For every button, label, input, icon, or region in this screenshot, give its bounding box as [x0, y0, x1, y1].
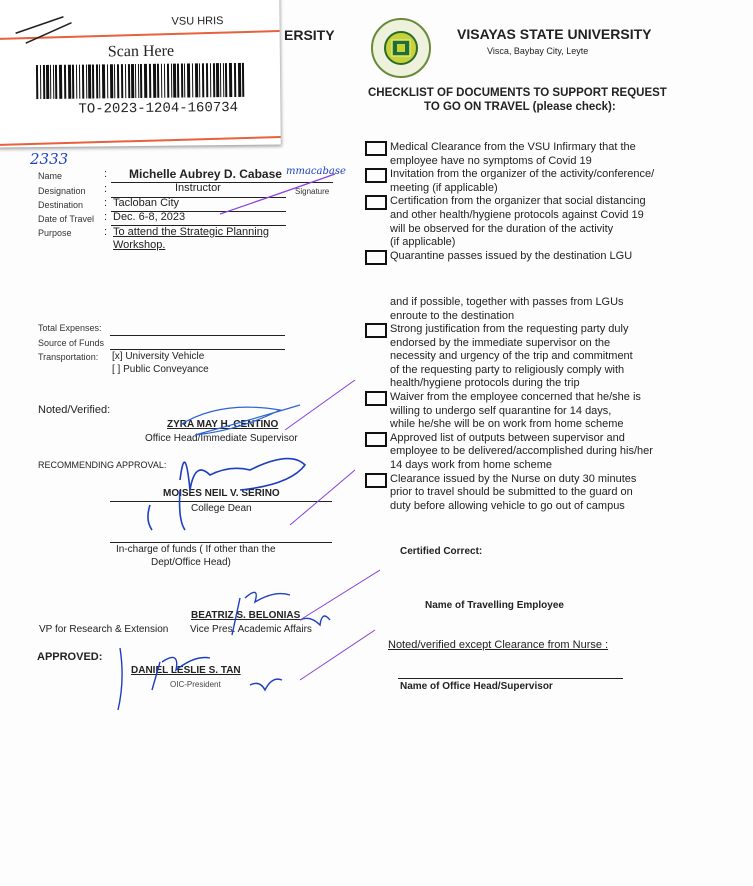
scan-label: Scan Here [107, 42, 175, 61]
supervisor-name: ZYRA MAY H. CENTINO [167, 419, 279, 430]
checklist-item-text: duty before allowing vehicle to go out of campus [390, 499, 625, 512]
barcode-bar [107, 64, 108, 98]
barcode-bar [234, 63, 236, 97]
barcode-bar [79, 65, 80, 99]
checklist-item-text: employee have no symptoms of Covid 19 [390, 154, 592, 167]
purpose-value-line1: To attend the Strategic Planning [113, 226, 269, 238]
vsu-seal-logo [369, 17, 433, 79]
barcode-bar [131, 64, 134, 98]
checklist-item-text: willing to undergo self quarantine for 14 days, [390, 404, 612, 417]
hris-barcode-sticker [0, 0, 281, 147]
employee-signature: mmacabase [286, 166, 346, 177]
colon: : [104, 183, 108, 195]
barcode-bar [199, 63, 200, 97]
checklist-item-text: Certification from the organizer that social distancing [390, 195, 646, 208]
source-of-funds-label: Source of Funds [38, 338, 105, 348]
barcode-bar [43, 65, 45, 99]
checkbox[interactable] [365, 323, 387, 338]
checklist-item-text: meeting (if applicable) [390, 181, 498, 194]
colon: : [104, 197, 108, 209]
barcode-bar [173, 64, 176, 98]
checkbox[interactable] [365, 391, 387, 406]
checklist-item-text: Waiver from the employee concerned that he/she is [390, 391, 641, 403]
supervisor-title: Office Head/Immediate Supervisor [145, 433, 298, 444]
checklist-item-text: necessity and urgency of the trip and commitment [390, 350, 633, 363]
barcode-bar [82, 65, 84, 99]
approved-label: APPROVED: [37, 651, 103, 663]
barcode-bar [213, 63, 215, 97]
barcode-bar [55, 65, 57, 99]
checklist-item [365, 250, 632, 264]
designation-label: Designation [38, 186, 86, 196]
checklist-item [365, 391, 641, 432]
tracking-code: TO-2023-1204-160734 [78, 99, 239, 118]
barcode-bar [92, 64, 94, 98]
barcode[interactable] [36, 63, 248, 99]
date-label: Date of Travel [38, 214, 95, 224]
barcode-bar [114, 64, 115, 98]
barcode-bar [36, 65, 38, 99]
barcode-bar [192, 63, 193, 97]
barcode-bar [164, 64, 165, 98]
barcode-bar [64, 65, 66, 99]
checklist-item-text: while he/she will be on work from home scheme [390, 418, 624, 431]
barcode-bar [128, 64, 130, 98]
transport-public-conveyance[interactable]: [ ] Public Conveyance [112, 364, 209, 375]
barcode-bar [149, 64, 151, 98]
checklist-title: CHECKLIST OF DOCUMENTS TO SUPPORT REQUEST [368, 87, 667, 99]
president-title: OIC-President [170, 680, 221, 689]
funds-incharge-line2: Dept/Office Head) [151, 557, 231, 568]
orange-line [0, 30, 280, 40]
dean-name: MOISES NEIL V. SERINO [163, 488, 280, 499]
travelling-employee-label: Name of Travelling Employee [425, 600, 564, 611]
checklist-item-text: Invitation from the organizer of the activity/conference/ [390, 168, 655, 181]
office-head-label: Name of Office Head/Supervisor [400, 681, 553, 692]
barcode-bar [72, 65, 74, 99]
dean-title: College Dean [191, 503, 252, 514]
barcode-bar [117, 64, 119, 98]
barcode-bar [238, 63, 241, 97]
pen-strokes-icon [13, 15, 73, 46]
orange-line [0, 136, 281, 146]
checklist-item-text: Approved list of outputs between supervisor and [390, 431, 625, 444]
checklist-item-text: Medical Clearance from the VSU Infirmary that the [390, 141, 636, 153]
barcode-bar [121, 64, 123, 98]
colon: : [104, 226, 108, 238]
barcode-bar [202, 63, 204, 97]
vpaa-title: Vice Pres. Academic Affairs [190, 624, 312, 635]
checklist-item-text: Strong justification from the requesting party duly [390, 323, 629, 335]
employee-name: Michelle Aubrey D. Cabase [129, 167, 282, 181]
destination-label: Destination [38, 200, 84, 210]
checklist-item [365, 168, 654, 195]
checklist-item [365, 432, 653, 473]
certified-correct-label: Certified Correct: [400, 546, 483, 557]
vp-research-label: VP for Research & Extension [39, 624, 169, 635]
barcode-bar [110, 64, 113, 98]
barcode-bar [167, 64, 169, 98]
checklist-subtitle: TO GO ON TRAVEL (please check): [424, 101, 616, 113]
barcode-bar [181, 64, 183, 98]
checklist-item-text: prior to travel should be submitted to the guard on [390, 486, 633, 499]
transportation-label: Transportation: [38, 352, 99, 362]
president-name: DANIEL LESLIE S. TAN [131, 665, 241, 676]
designation-value: Instructor [175, 182, 221, 194]
barcode-bar [220, 63, 221, 97]
barcode-bar [157, 64, 159, 98]
barcode-bar [195, 63, 198, 97]
barcode-bar [102, 64, 105, 98]
vpaa-name: BEATRIZ S. BELONIAS [191, 610, 301, 621]
barcode-bar [210, 63, 211, 97]
checklist-item-text: endorsed by the immediate supervisor on the [390, 336, 611, 349]
barcode-bar [96, 64, 98, 98]
university-name: VISAYAS STATE UNIVERSITY [457, 26, 652, 42]
checklist-item-text: health/hygiene protocols during the trip [390, 377, 580, 390]
barcode-bar [153, 64, 156, 98]
name-label: Name [38, 171, 63, 181]
barcode-bar [229, 63, 232, 97]
barcode-bar [161, 64, 162, 98]
continuation-text: enroute to the destination [390, 309, 515, 322]
checkbox[interactable] [365, 250, 387, 265]
checklist-item-text: Clearance issued by the Nurse on duty 30 minutes [390, 472, 637, 485]
checklist-item-text: (if applicable) [390, 236, 456, 249]
checklist-item-text: employee to be delivered/accomplished during his/her [390, 445, 653, 458]
noted-except-nurse-label: Noted/verified except Clearance from Nurse : [388, 639, 609, 651]
system-label: VSU HRIS [171, 15, 224, 28]
recommending-approval-label: RECOMMENDING APPROVAL: [38, 460, 167, 470]
barcode-bar [242, 63, 244, 97]
barcode-bar [59, 65, 62, 99]
checklist-item [365, 141, 636, 168]
barcode-bar [225, 63, 227, 97]
barcode-bar [140, 64, 142, 98]
barcode-bar [177, 64, 179, 98]
barcode-bar [216, 63, 219, 97]
continuation-text: and if possible, together with passes from LGUs [390, 296, 624, 308]
signature-label: Signature [295, 187, 330, 196]
checklist-item [365, 195, 646, 249]
barcode-bar [184, 64, 185, 98]
handwritten-number: 2333 [30, 150, 69, 168]
barcode-bar [206, 63, 208, 97]
total-expenses-label: Total Expenses: [38, 323, 102, 333]
colon: : [104, 168, 108, 180]
barcode-bar [125, 64, 126, 98]
barcode-bar [187, 63, 190, 97]
barcode-bar [144, 64, 147, 98]
barcode-bar [99, 64, 100, 98]
funds-incharge-line1: In-charge of funds ( If other than the [116, 544, 276, 555]
university-address: Visca, Baybay City, Leyte [487, 46, 589, 56]
checkbox[interactable] [365, 195, 387, 210]
noted-verified-label: Noted/Verified: [38, 404, 111, 416]
checklist-item [365, 473, 636, 514]
colon: : [104, 211, 108, 223]
barcode-bar [50, 65, 51, 99]
partial-header-title: ERSITY [284, 27, 335, 43]
barcode-bar [46, 65, 49, 99]
date-value: Dec. 6-8, 2023 [113, 211, 186, 223]
checklist-item-text: 14 days work from home scheme [390, 458, 553, 471]
checklist-item-text: Quarantine passes issued by the destination LGU [390, 249, 633, 262]
transport-university-vehicle[interactable]: [x] University Vehicle [112, 351, 205, 362]
destination-value: Tacloban City [113, 197, 180, 209]
purpose-value-line2: Workshop. [113, 239, 166, 251]
barcode-bar [135, 64, 136, 98]
checklist-continuation [365, 296, 624, 323]
purpose-label: Purpose [38, 228, 72, 238]
checkbox[interactable] [365, 168, 387, 183]
checkbox[interactable] [365, 473, 387, 488]
checklist-item-text: of the requesting party to religiously comply with [390, 363, 625, 376]
barcode-bar [88, 64, 91, 98]
barcode-bar [68, 65, 71, 99]
checklist-item [365, 323, 633, 391]
checklist-item-text: and other health/hygiene protocols against Covid 19 [390, 208, 644, 221]
checkbox[interactable] [365, 141, 387, 156]
barcode-bar [40, 65, 41, 99]
checklist-item-text: will be observed for the duration of the activity [390, 222, 614, 235]
barcode-bar [76, 65, 77, 99]
checkbox[interactable] [365, 432, 387, 447]
